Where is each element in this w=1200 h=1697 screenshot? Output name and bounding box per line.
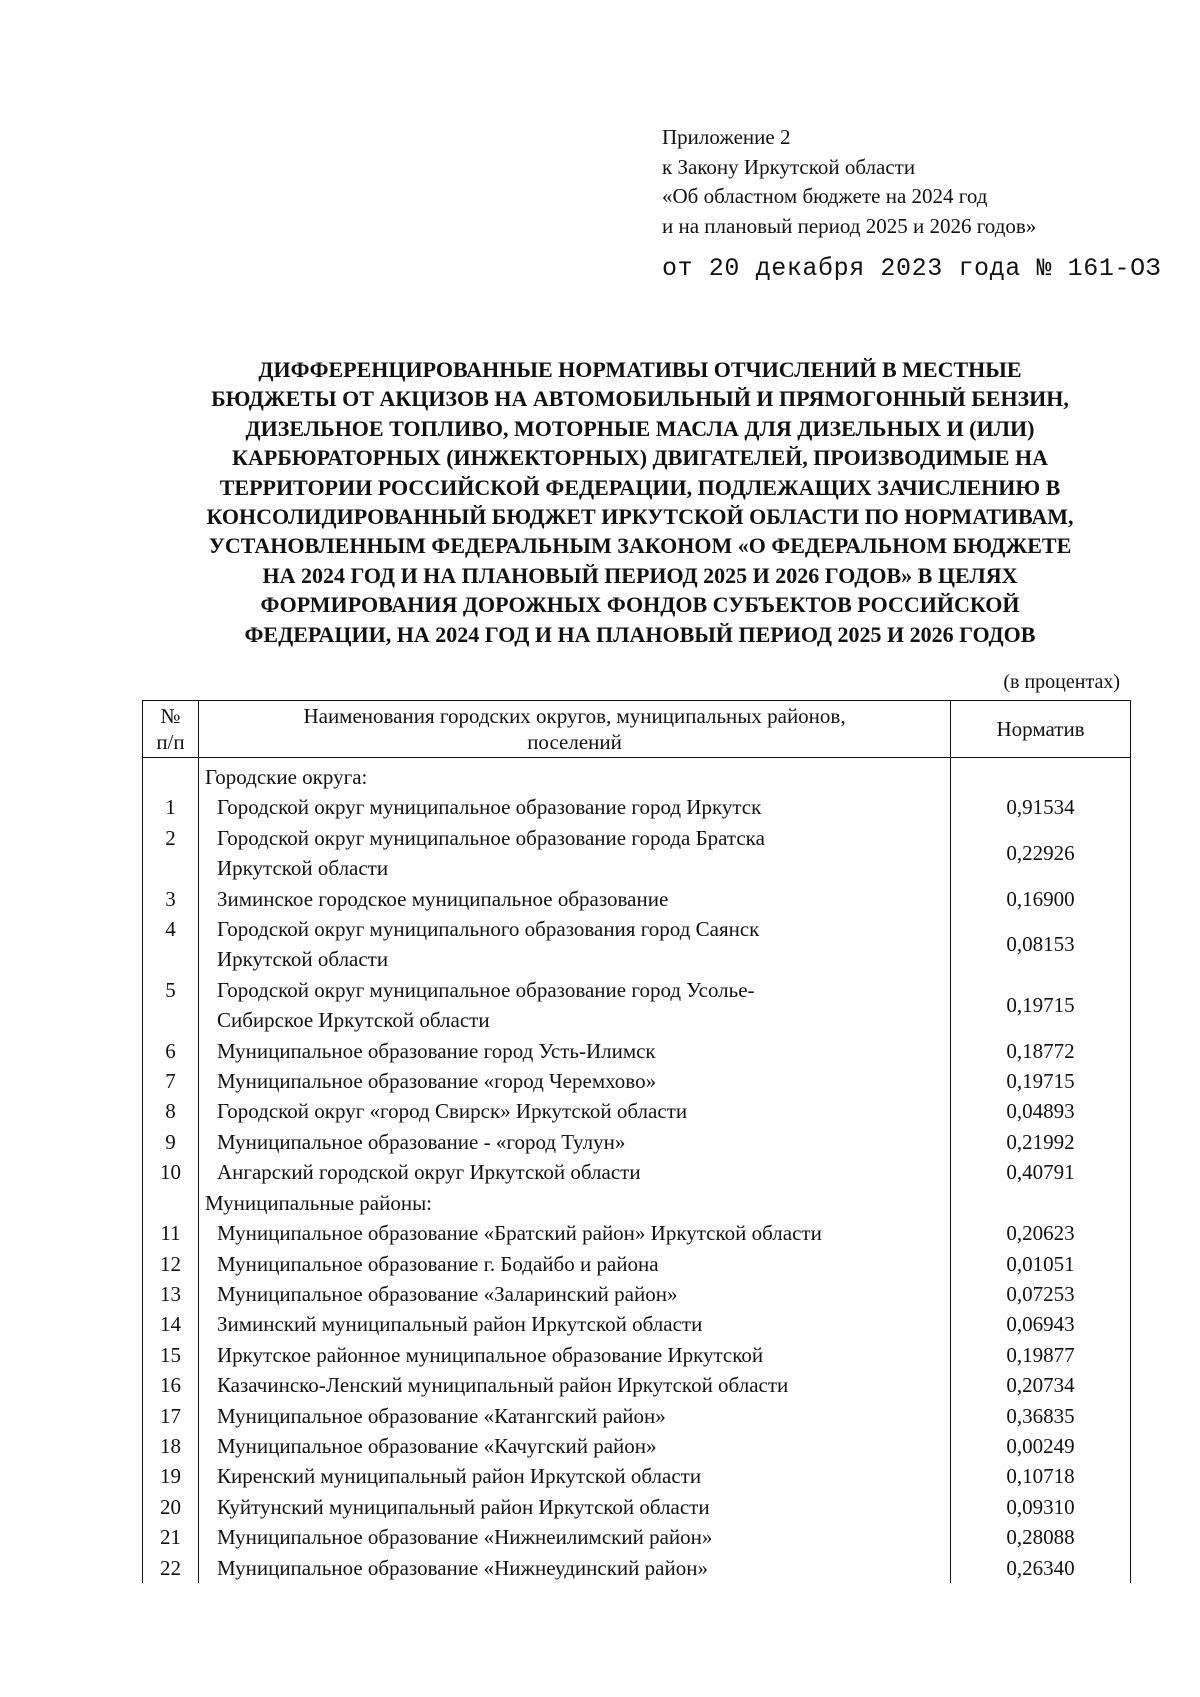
row-name xyxy=(198,792,950,822)
row-name-line: Городской округ муниципальное образование город Иркутск xyxy=(216,795,762,820)
row-name-line: Муниципальное образование «город Черемхово» xyxy=(216,1069,657,1094)
row-name-line: Городской округ «город Свирск» Иркутской области xyxy=(216,1099,688,1124)
row-name-line: Иркутское районное муниципальное образование Иркутской xyxy=(216,1342,764,1367)
appendix-line: Приложение 2 xyxy=(662,125,791,149)
row-name-line: Муниципальное образование «Качугский район» xyxy=(216,1433,657,1458)
row-name xyxy=(198,1401,950,1431)
table-row xyxy=(143,1309,1131,1339)
row-name-line: Киренский муниципальный район Иркутской области xyxy=(216,1464,702,1489)
row-value: 0,20623 xyxy=(951,1218,1131,1248)
row-name-line: Муниципальное образование «Братский район» Иркутской области xyxy=(216,1221,822,1246)
row-name xyxy=(198,1127,950,1157)
row-value: 0,10718 xyxy=(951,1461,1131,1491)
norms-table xyxy=(142,700,1131,1583)
row-name xyxy=(198,1249,950,1279)
row-name-line: Иркутской области xyxy=(216,856,389,881)
table-row xyxy=(143,1096,1131,1126)
title-line: ФОРМИРОВАНИЯ ДОРОЖНЫХ ФОНДОВ СУБЪЕКТОВ РОССИЙСКОЙ xyxy=(260,592,1020,618)
row-number: 6 xyxy=(143,1036,199,1066)
row-name xyxy=(198,1036,950,1066)
row-name xyxy=(198,1553,950,1583)
row-value: 0,19715 xyxy=(951,1066,1131,1096)
group-row xyxy=(143,758,1131,793)
row-name xyxy=(198,1340,950,1370)
row-name xyxy=(198,1492,950,1522)
table-row xyxy=(143,1249,1131,1279)
title-line: ДИФФЕРЕНЦИРОВАННЫЕ НОРМАТИВЫ ОТЧИСЛЕНИЙ В МЕСТНЫЕ xyxy=(258,357,1022,382)
row-name xyxy=(198,1522,950,1552)
row-value: 0,01051 xyxy=(951,1249,1131,1279)
table-row xyxy=(143,1157,1131,1187)
group-row xyxy=(143,1188,1131,1218)
units-note: (в процентах) xyxy=(1003,671,1120,693)
row-value: 0,16900 xyxy=(951,884,1131,914)
row-name xyxy=(198,1431,950,1461)
row-number: 5 xyxy=(143,975,199,1036)
row-value: 0,07253 xyxy=(951,1279,1131,1309)
row-name-line: Куйтунский муниципальный район Иркутской области xyxy=(216,1494,710,1519)
row-name xyxy=(198,823,950,884)
row-name xyxy=(198,1157,950,1187)
row-value: 0,19715 xyxy=(951,975,1131,1036)
row-name xyxy=(198,1461,950,1491)
row-number: 14 xyxy=(143,1309,199,1339)
header-name: Наименования городских округов, муниципальных районов, поселений xyxy=(198,701,950,758)
row-number: 11 xyxy=(143,1218,199,1248)
row-name-line: Муниципальное образование «Катангский район» xyxy=(216,1403,666,1428)
row-number: 7 xyxy=(143,1066,199,1096)
row-value: 0,19877 xyxy=(951,1340,1131,1370)
appendix-block xyxy=(662,123,1036,241)
table-row xyxy=(143,1461,1131,1491)
row-name xyxy=(198,1309,950,1339)
row-value: 0,06943 xyxy=(951,1309,1131,1339)
row-name xyxy=(198,1279,950,1309)
table-row xyxy=(143,1279,1131,1309)
appendix-line: к Закону Иркутской области xyxy=(662,154,916,179)
table-row xyxy=(143,792,1131,822)
title-line: ТЕРРИТОРИИ РОССИЙСКОЙ ФЕДЕРАЦИИ, ПОДЛЕЖАЩИХ ЗАЧИСЛЕНИЮ В xyxy=(219,474,1061,500)
row-name-line: Муниципальное образование - «город Тулун» xyxy=(216,1129,626,1154)
row-name-line: Муниципальное образование «Заларинский район» xyxy=(216,1281,678,1306)
appendix-line: и на плановый период 2025 и 2026 годов» xyxy=(662,213,1037,238)
table-row xyxy=(143,884,1131,914)
row-number: 20 xyxy=(143,1492,199,1522)
table-row xyxy=(143,1127,1131,1157)
table-row xyxy=(143,1370,1131,1400)
row-name xyxy=(198,914,950,975)
table-row xyxy=(143,1036,1131,1066)
table-header-row xyxy=(143,701,1131,758)
table-row xyxy=(143,914,1131,975)
row-value: 0,09310 xyxy=(951,1492,1131,1522)
row-name xyxy=(198,1096,950,1126)
header-number: № п/п xyxy=(143,701,199,758)
row-name xyxy=(198,1066,950,1096)
row-value: 0,28088 xyxy=(951,1522,1131,1552)
title-line: НА 2024 ГОД И НА ПЛАНОВЫЙ ПЕРИОД 2025 И 2026 ГОДОВ» В ЦЕЛЯХ xyxy=(262,562,1018,588)
row-number: 8 xyxy=(143,1096,199,1126)
table-row xyxy=(143,1218,1131,1248)
table-row xyxy=(143,1401,1131,1431)
table-row xyxy=(143,975,1131,1036)
row-name-line: Муниципальное образование г. Бодайбо и района xyxy=(216,1251,659,1276)
row-number: 22 xyxy=(143,1553,199,1583)
row-name-line: Городской округ муниципального образования город Саянск xyxy=(216,917,760,942)
row-name-line: Зиминский муниципальный район Иркутской области xyxy=(216,1312,703,1337)
row-name xyxy=(198,1218,950,1248)
title-line: ФЕДЕРАЦИИ, НА 2024 ГОД И НА ПЛАНОВЫЙ ПЕРИОД 2025 И 2026 ГОДОВ xyxy=(244,621,1036,647)
table-row xyxy=(143,1066,1131,1096)
row-value: 0,04893 xyxy=(951,1096,1131,1126)
title-line: УСТАНОВЛЕННЫМ ФЕДЕРАЛЬНЫМ ЗАКОНОМ «О ФЕДЕРАЛЬНОМ БЮДЖЕТЕ xyxy=(208,533,1072,559)
row-number: 17 xyxy=(143,1401,199,1431)
row-number: 16 xyxy=(143,1370,199,1400)
row-value: 0,36835 xyxy=(951,1401,1131,1431)
row-number: 1 xyxy=(143,792,199,822)
row-value: 0,08153 xyxy=(951,914,1131,975)
group-title: Городские округа: xyxy=(198,758,950,793)
row-value: 0,26340 xyxy=(951,1553,1131,1583)
date-stamp: от 20 декабря 2023 года № 161-ОЗ xyxy=(662,254,1162,283)
row-name-line: Муниципальное образование город Усть-Илимск xyxy=(216,1038,656,1063)
table-row xyxy=(143,1492,1131,1522)
row-number: 3 xyxy=(143,884,199,914)
table-row xyxy=(143,823,1131,884)
row-name-line: Ангарский городской округ Иркутской области xyxy=(216,1160,641,1185)
title-line: КАРБЮРАТОРНЫХ (ИНЖЕКТОРНЫХ) ДВИГАТЕЛЕЙ, ПРОИЗВОДИМЫЕ НА xyxy=(232,445,1048,471)
row-number: 13 xyxy=(143,1279,199,1309)
row-name xyxy=(198,1370,950,1400)
table-row xyxy=(143,1431,1131,1461)
title-line: БЮДЖЕТЫ ОТ АКЦИЗОВ НА АВТОМОБИЛЬНЫЙ И ПРЯМОГОННЫЙ БЕНЗИН, xyxy=(211,386,1069,412)
title-line: КОНСОЛИДИРОВАННЫЙ БЮДЖЕТ ИРКУТСКОЙ ОБЛАСТИ ПО НОРМАТИВАМ, xyxy=(206,504,1074,530)
row-value: 0,22926 xyxy=(951,823,1131,884)
row-number: 2 xyxy=(143,823,199,884)
table-body xyxy=(143,758,1131,1583)
row-name-line: Сибирское Иркутской области xyxy=(216,1008,490,1033)
appendix-line: «Об областном бюджете на 2024 год xyxy=(662,184,988,208)
row-number: 15 xyxy=(143,1340,199,1370)
row-name-line: Муниципальное образование «Нижнеудинский район» xyxy=(216,1555,708,1580)
row-value: 0,40791 xyxy=(951,1157,1131,1187)
row-number: 10 xyxy=(143,1157,199,1187)
row-name xyxy=(198,975,950,1036)
row-number: 18 xyxy=(143,1431,199,1461)
row-name-line: Муниципальное образование «Нижнеилимский район» xyxy=(216,1525,713,1550)
row-name-line: Казачинско-Ленский муниципальный район Иркутской области xyxy=(216,1373,789,1398)
document-title xyxy=(140,355,1140,649)
table-row xyxy=(143,1553,1131,1583)
row-name-line: Городской округ муниципальное образование города Братска xyxy=(216,825,765,850)
row-number: 19 xyxy=(143,1461,199,1491)
row-number: 21 xyxy=(143,1522,199,1552)
row-value: 0,00249 xyxy=(951,1431,1131,1461)
row-number: 4 xyxy=(143,914,199,975)
row-name xyxy=(198,884,950,914)
row-value: 0,91534 xyxy=(951,792,1131,822)
row-name-line: Иркутской области xyxy=(216,947,389,972)
table-row xyxy=(143,1522,1131,1552)
header-value: Норматив xyxy=(951,701,1131,758)
row-value: 0,21992 xyxy=(951,1127,1131,1157)
row-name-line: Городской округ муниципальное образование город Усолье- xyxy=(216,977,755,1002)
title-line: ДИЗЕЛЬНОЕ ТОПЛИВО, МОТОРНЫЕ МАСЛА ДЛЯ ДИЗЕЛЬНЫХ И (ИЛИ) xyxy=(245,415,1035,441)
row-number: 12 xyxy=(143,1249,199,1279)
row-value: 0,18772 xyxy=(951,1036,1131,1066)
table-row xyxy=(143,1340,1131,1370)
group-title: Муниципальные районы: xyxy=(198,1188,950,1218)
row-number: 9 xyxy=(143,1127,199,1157)
row-value: 0,20734 xyxy=(951,1370,1131,1400)
row-name-line: Зиминское городское муниципальное образование xyxy=(216,886,669,911)
